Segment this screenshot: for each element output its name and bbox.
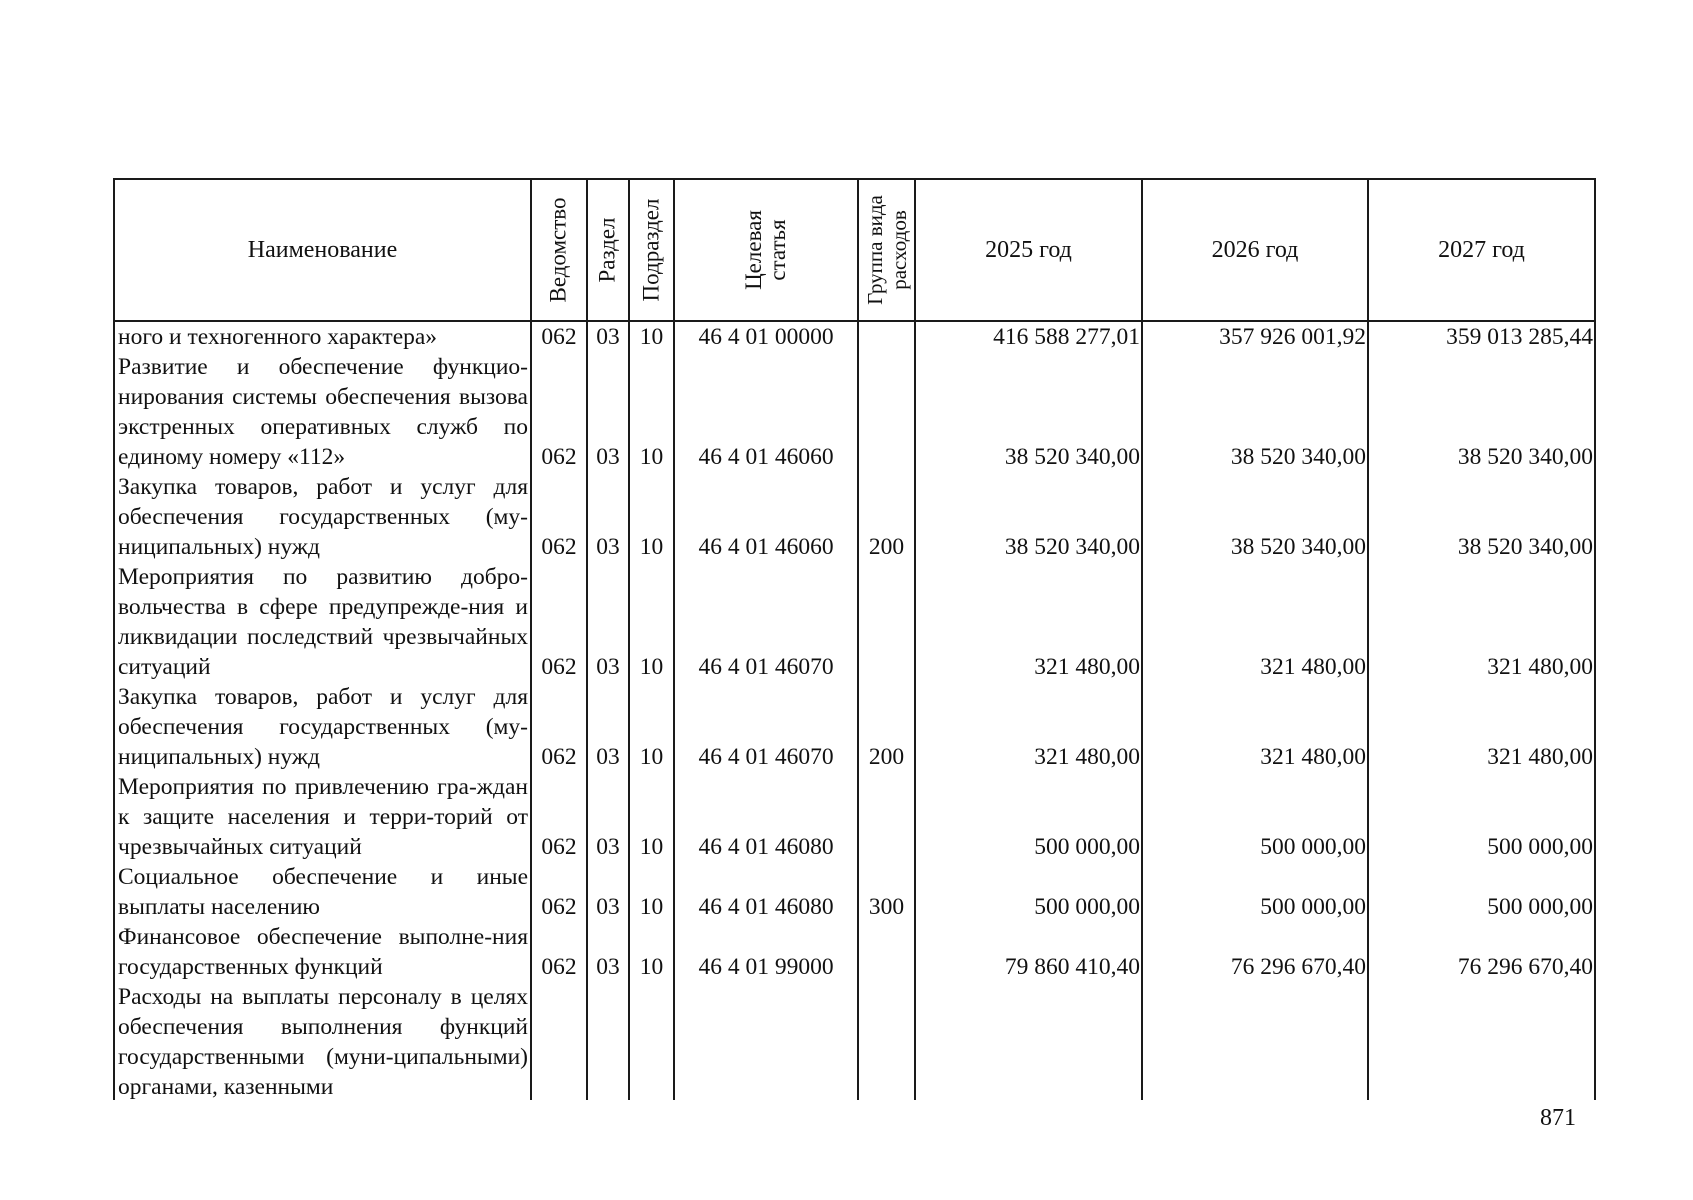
row-4-name: Закупка товаров, работ и услуг для обеспечения государственных (му-ниципальных) нужд [118,684,528,770]
row-7-target: 46 4 01 99000 [698,954,834,980]
header-2026 [1143,180,1367,320]
row-5-target: 46 4 01 46080 [698,834,834,860]
row-3-y2027: 321 480,00 [1487,654,1593,680]
row-3-name: Мероприятия по развитию добро-вольчества в сфере предупрежде-ния и ликвидации последствий чрезвычайных ситуаций [118,564,528,680]
row-7-podrazdel: 10 [639,954,664,980]
row-6-target: 46 4 01 46080 [698,894,834,920]
row-2-podrazdel: 10 [639,534,664,560]
row-2-razdel: 03 [596,534,620,560]
row-7-razdel: 03 [596,954,620,980]
row-7-y2026: 76 296 670,40 [1230,954,1366,980]
row-4-group: 200 [868,744,905,770]
header-group-text [863,195,911,305]
header-podrazdel [630,180,673,320]
row-5-name: Мероприятия по привлечению гра-ждан к защите населения и терри-торий от чрезвычайных ситуаций [118,774,528,860]
row-1-y2027: 38 520 340,00 [1457,444,1593,470]
row-3-ved: 062 [541,654,577,680]
row-1-ved: 062 [541,444,577,470]
header-target-line2: статья [764,219,790,281]
row-4-target: 46 4 01 46070 [698,744,834,770]
header-razdel [588,180,628,320]
header-2026-text: 2026 год [1211,236,1299,263]
row-6-y2026: 500 000,00 [1260,894,1366,920]
header-2027-text: 2027 год [1438,236,1525,263]
row-0-name: ного и техногенного характера» [118,324,438,350]
row-6-razdel: 03 [596,894,620,920]
header-podrazdel-text: Подраздел [638,198,664,302]
col-border-9 [1594,178,1596,1100]
row-6-podrazdel: 10 [639,894,664,920]
header-group [859,180,914,320]
row-3-target: 46 4 01 46070 [698,654,834,680]
row-2-target: 46 4 01 46060 [698,534,834,560]
row-0-target: 46 4 01 00000 [698,324,834,350]
row-0-razdel: 03 [596,324,620,350]
row-5-podrazdel: 10 [639,834,664,860]
row-5-y2025: 500 000,00 [1034,834,1140,860]
row-7-name: Финансовое обеспечение выполне-ния государственных функций [118,924,528,980]
row-2-y2027: 38 520 340,00 [1457,534,1593,560]
row-1-name: Развитие и обеспечение функцио-нирования системы обеспечения вызова экстренных оперативных служб по единому номеру «112» [118,354,528,470]
row-8-name: Расходы на выплаты персоналу в целях обеспечения выполнения функций государственными (муни-ципальными) органами, казенными [118,984,528,1100]
header-name [115,180,530,320]
row-0-y2025: 416 588 277,01 [993,324,1140,350]
row-6-name: Социальное обеспечение и иные выплаты населению [118,864,528,920]
row-2-y2025: 38 520 340,00 [1004,534,1140,560]
row-3-y2026: 321 480,00 [1260,654,1366,680]
row-3-podrazdel: 10 [639,654,664,680]
row-7-y2027: 76 296 670,40 [1457,954,1593,980]
row-5-y2026: 500 000,00 [1260,834,1366,860]
row-4-podrazdel: 10 [639,744,664,770]
header-vedomstvo [532,180,586,320]
header-group-line1: Группа вида [862,195,887,305]
row-0-ved: 062 [541,324,577,350]
row-5-y2027: 500 000,00 [1487,834,1593,860]
page-number: 871 [1540,1105,1576,1131]
row-1-razdel: 03 [596,444,620,470]
row-3-y2025: 321 480,00 [1034,654,1140,680]
row-6-y2027: 500 000,00 [1487,894,1593,920]
header-2027 [1369,180,1594,320]
row-2-name: Закупка товаров, работ и услуг для обеспечения государственных (му-ниципальных) нужд [118,474,528,560]
header-target [675,180,857,320]
row-4-y2026: 321 480,00 [1260,744,1366,770]
row-6-group: 300 [868,894,905,920]
header-vedomstvo-text: Ведомство [546,197,571,303]
row-1-target: 46 4 01 46060 [698,444,834,470]
row-1-y2025: 38 520 340,00 [1004,444,1140,470]
row-7-y2025: 79 860 410,40 [1004,954,1140,980]
row-2-y2026: 38 520 340,00 [1230,534,1366,560]
header-group-line2: расходов [886,210,911,290]
row-7-ved: 062 [541,954,577,980]
row-6-ved: 062 [541,894,577,920]
header-target-text [742,210,790,290]
row-4-ved: 062 [541,744,577,770]
row-1-podrazdel: 10 [639,444,664,470]
row-4-razdel: 03 [596,744,620,770]
row-3-razdel: 03 [596,654,620,680]
header-2025-text: 2025 год [985,236,1072,263]
row-4-y2025: 321 480,00 [1034,744,1140,770]
row-5-razdel: 03 [596,834,620,860]
header-2025 [916,180,1141,320]
row-2-ved: 062 [541,534,577,560]
row-6-y2025: 500 000,00 [1034,894,1140,920]
row-0-y2026: 357 926 001,92 [1219,324,1366,350]
row-4-y2027: 321 480,00 [1487,744,1593,770]
header-name-text: Наименование [247,236,398,263]
row-1-y2026: 38 520 340,00 [1230,444,1366,470]
header-target-line1: Целевая [740,210,766,290]
row-0-y2027: 359 013 285,44 [1446,324,1593,350]
row-5-ved: 062 [541,834,577,860]
header-razdel-text: Раздел [595,217,620,283]
row-2-group: 200 [868,534,905,560]
row-0-podrazdel: 10 [639,324,664,350]
